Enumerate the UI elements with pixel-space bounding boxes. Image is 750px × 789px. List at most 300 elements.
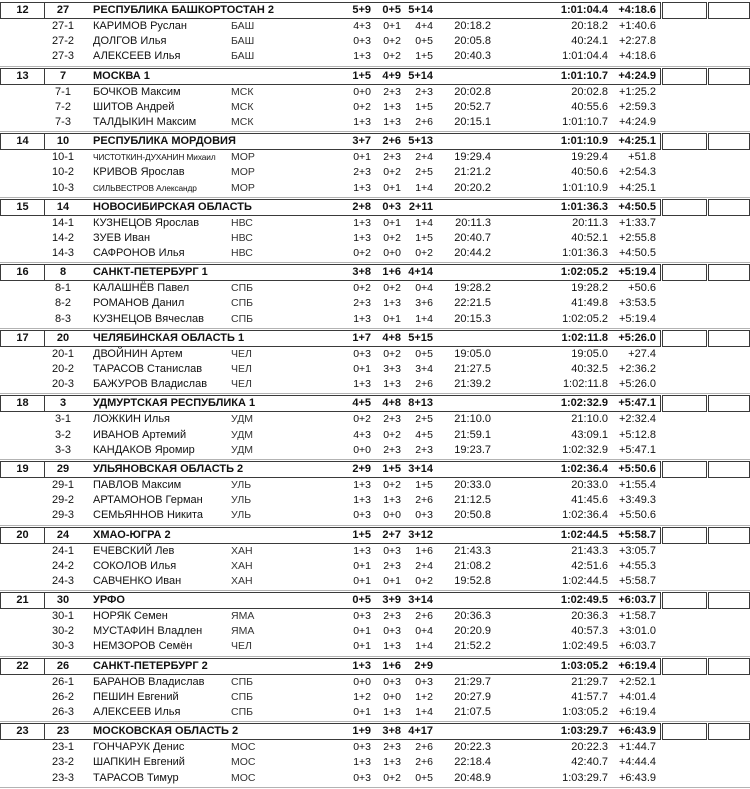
- time-gap: +4:18.6: [618, 50, 656, 63]
- athlete-name: КАЛАШНЁВ Павел: [93, 282, 190, 295]
- team-shooting-leg2: 4+8: [382, 331, 401, 344]
- team-summary-box: [0, 527, 661, 544]
- team-summary-box: [0, 395, 661, 412]
- shooting-leg1: 1+3: [353, 494, 371, 507]
- region-code: ЯМА: [231, 610, 255, 623]
- athlete-bib: 8-3: [55, 312, 71, 325]
- athlete-bib: 23-1: [51, 741, 75, 754]
- team-name: МОСКОВСКАЯ ОБЛАСТЬ 2: [93, 725, 239, 738]
- region-code: СПБ: [231, 675, 254, 688]
- shooting-leg1: 1+3: [353, 216, 371, 229]
- athlete-bib: 23-2: [51, 756, 75, 769]
- team-block: [0, 199, 750, 264]
- shooting-leg2: 0+2: [383, 478, 401, 491]
- team-lap-spacer: [433, 134, 491, 149]
- cumulative-time: 1:02:49.5: [562, 640, 608, 653]
- team-bib: 8: [59, 266, 67, 279]
- shooting-total: 1+4: [415, 706, 433, 718]
- athlete-bib: 14-3: [51, 247, 75, 260]
- athlete-name: ТАРАСОВ Станислав: [93, 363, 203, 375]
- rank-spacer: [1, 428, 45, 443]
- team-shooting-leg1: 1+5: [352, 528, 371, 541]
- team-rank: 19: [1, 462, 45, 477]
- athlete-bib: 14-1: [51, 216, 75, 229]
- team-shooting-leg1: 1+7: [352, 331, 371, 344]
- empty-cell: [708, 133, 750, 150]
- region-code: БАШ: [231, 20, 255, 32]
- shooting-total: 1+5: [415, 478, 433, 491]
- rank-spacer: [1, 609, 45, 624]
- athlete-row: [0, 690, 661, 705]
- cumulative-time: 20:33.0: [571, 478, 608, 491]
- team-lap-spacer: [433, 396, 491, 411]
- rank-spacer: [1, 347, 45, 362]
- shooting-leg2: 1+3: [383, 706, 401, 718]
- team-shooting-total: 2+9: [414, 659, 433, 672]
- lap-time: 20:52.7: [454, 100, 491, 113]
- team-rank: 12: [1, 3, 45, 18]
- cumulative-time: 42:51.6: [571, 559, 608, 572]
- cumulative-time: 21:10.0: [571, 413, 608, 426]
- athlete-name: ПАВЛОВ Максим: [93, 478, 182, 491]
- shooting-total: 2+3: [415, 85, 433, 98]
- time-gap: +4:55.3: [618, 559, 656, 572]
- rank-spacer: [1, 690, 45, 705]
- shooting-leg2: 0+2: [383, 50, 401, 63]
- team-rank: 23: [1, 724, 45, 739]
- athlete-name: ЗУЕВ Иван: [93, 231, 151, 244]
- athlete-bib: 23-3: [51, 771, 75, 784]
- empty-cell: [662, 527, 707, 544]
- region-code: МСК: [231, 100, 254, 113]
- region-code: МОР: [231, 181, 255, 194]
- lap-time: 21:21.2: [454, 166, 491, 179]
- team-total-time: 1:03:29.7: [560, 725, 608, 738]
- lap-time: 21:27.5: [454, 363, 491, 375]
- time-gap: +3:01.0: [618, 625, 656, 638]
- region-code: СПБ: [231, 690, 254, 703]
- shooting-leg2: 1+3: [383, 378, 401, 391]
- shooting-leg2: 1+3: [383, 297, 401, 310]
- shooting-leg1: 0+3: [353, 35, 371, 48]
- athlete-name: ДОЛГОВ Илья: [93, 35, 167, 48]
- team-row: [0, 264, 750, 281]
- team-total-time: 1:01:36.3: [560, 200, 608, 213]
- rank-spacer: [1, 34, 45, 49]
- team-summary-box: [0, 592, 661, 609]
- time-gap: +1:44.7: [618, 741, 656, 754]
- shooting-total: 2+5: [415, 166, 433, 179]
- team-gap: +6:03.7: [618, 594, 656, 607]
- shooting-total: 0+2: [415, 574, 433, 587]
- athlete-row: [0, 216, 661, 231]
- team-gap: +4:24.9: [618, 69, 656, 82]
- rank-spacer: [1, 705, 45, 720]
- shooting-leg1: 1+3: [353, 231, 371, 244]
- lap-time: 20:15.3: [454, 312, 491, 325]
- team-gap: +5:19.4: [618, 266, 656, 279]
- shooting-total: 0+4: [415, 282, 433, 295]
- rank-spacer: [1, 478, 45, 493]
- athlete-name: КРИВОВ Ярослав: [93, 166, 185, 179]
- lap-time: 21:29.7: [454, 675, 491, 688]
- shooting-leg2: 0+2: [383, 35, 401, 48]
- shooting-leg2: 0+2: [383, 166, 401, 179]
- shooting-leg1: 4+3: [353, 428, 371, 441]
- athlete-bib: 29-3: [51, 509, 75, 522]
- region-code: НВС: [231, 216, 253, 229]
- cumulative-time: 21:43.3: [571, 544, 608, 557]
- region-code: ЧЕЛ: [231, 347, 252, 360]
- empty-cell: [708, 264, 750, 281]
- cumulative-time: 1:02:32.9: [562, 443, 608, 456]
- team-rank: 14: [1, 134, 45, 149]
- athlete-bib: 14-2: [51, 231, 75, 244]
- team-rank: 17: [1, 331, 45, 346]
- time-gap: +1:40.6: [618, 20, 656, 32]
- cumulative-time: 42:40.7: [571, 756, 608, 769]
- shooting-leg1: 1+3: [353, 756, 371, 769]
- cumulative-time: 40:24.1: [571, 35, 608, 48]
- time-gap: +50.6: [628, 282, 656, 295]
- team-shooting-leg1: 1+3: [352, 659, 371, 672]
- athlete-row: [0, 115, 661, 130]
- team-gap: +5:50.6: [618, 462, 656, 475]
- athlete-name: САФРОНОВ Илья: [93, 247, 185, 260]
- empty-cell: [708, 199, 750, 216]
- team-shooting-leg2: 4+8: [382, 397, 401, 410]
- empty-cell: [662, 199, 707, 216]
- region-code: УДМ: [231, 443, 254, 456]
- team-name: МОСКВА 1: [93, 69, 150, 82]
- team-row: [0, 723, 750, 740]
- shooting-total: 2+6: [415, 378, 433, 391]
- athlete-row: [0, 624, 661, 639]
- athlete-name: ТАЛДЫКИН Максим: [93, 115, 197, 128]
- team-name: УЛЬЯНОВСКАЯ ОБЛАСТЬ 2: [93, 462, 244, 475]
- lap-time: 20:48.9: [454, 771, 491, 784]
- rank-spacer: [1, 574, 45, 589]
- team-shooting-total: 2+11: [408, 200, 433, 213]
- empty-cell: [708, 527, 750, 544]
- team-row: [0, 395, 750, 412]
- shooting-total: 3+6: [415, 297, 433, 310]
- athlete-row: [0, 362, 661, 377]
- team-rank: 22: [1, 659, 45, 674]
- athlete-row: [0, 85, 661, 100]
- shooting-leg2: 0+2: [383, 428, 401, 441]
- region-code: ХАН: [231, 544, 253, 557]
- region-code: ЯМА: [231, 625, 255, 638]
- team-lap-spacer: [433, 200, 491, 215]
- athlete-bib: 30-1: [51, 610, 75, 623]
- team-rank: 20: [1, 528, 45, 543]
- team-bib: 26: [56, 659, 70, 672]
- team-rank: 15: [1, 200, 45, 215]
- cumulative-time: 20:36.3: [571, 610, 608, 623]
- lap-time: 20:20.2: [454, 181, 491, 194]
- region-code: УЛЬ: [231, 509, 252, 522]
- shooting-total: 2+5: [415, 413, 433, 426]
- athlete-name: РОМАНОВ Данил: [93, 297, 185, 310]
- team-gap: +5:26.0: [618, 331, 656, 344]
- team-shooting-total: 5+14: [408, 69, 433, 82]
- region-code: МОС: [231, 741, 256, 754]
- shooting-leg1: 0+2: [353, 413, 371, 426]
- shooting-total: 1+2: [415, 690, 433, 703]
- team-name: УРФО: [93, 594, 125, 607]
- empty-cell: [662, 68, 707, 85]
- athlete-row: [0, 559, 661, 574]
- time-gap: +2:27.8: [618, 35, 656, 48]
- team-lap-spacer: [433, 528, 491, 543]
- team-lap-spacer: [433, 724, 491, 739]
- region-code: ЧЕЛ: [231, 363, 252, 375]
- time-gap: +5:19.4: [618, 312, 656, 325]
- shooting-leg1: 1+3: [353, 181, 371, 194]
- athlete-row: [0, 165, 661, 180]
- athlete-bib: 20-3: [51, 378, 75, 391]
- team-gap: +4:25.1: [618, 135, 656, 148]
- rank-spacer: [1, 412, 45, 427]
- team-shooting-leg1: 4+5: [352, 397, 371, 410]
- team-block: [0, 330, 750, 395]
- shooting-leg1: 0+0: [353, 675, 371, 688]
- team-block: [0, 723, 750, 788]
- team-name: УДМУРТСКАЯ РЕСПУБЛИКА 1: [93, 397, 256, 410]
- team-block: [0, 592, 750, 657]
- athlete-row: [0, 639, 661, 654]
- shooting-leg2: 1+3: [383, 756, 401, 769]
- cumulative-time: 40:57.3: [571, 625, 608, 638]
- region-code: МСК: [231, 115, 254, 128]
- athlete-bib: 10-3: [51, 181, 75, 194]
- shooting-total: 2+6: [415, 610, 433, 623]
- shooting-total: 4+5: [415, 428, 433, 441]
- lap-time: 20:36.3: [454, 610, 491, 623]
- team-gap: +5:58.7: [618, 528, 656, 541]
- lap-time: 22:21.5: [454, 297, 491, 310]
- shooting-total: 0+4: [415, 625, 433, 638]
- shooting-leg2: 0+2: [383, 347, 401, 360]
- athlete-name: ТАРАСОВ Тимур: [93, 771, 179, 784]
- team-bib: 24: [56, 528, 70, 541]
- shooting-leg2: 2+3: [383, 85, 401, 98]
- shooting-leg2: 0+0: [383, 509, 401, 522]
- team-shooting-leg2: 3+8: [382, 725, 401, 738]
- team-summary-box: [0, 68, 661, 85]
- shooting-total: 0+5: [415, 771, 433, 784]
- region-code: УДМ: [231, 428, 254, 441]
- team-summary-box: [0, 2, 661, 19]
- time-gap: +4:44.4: [618, 756, 656, 769]
- shooting-leg1: 4+3: [353, 20, 371, 32]
- lap-time: 19:52.8: [454, 574, 491, 587]
- empty-cell: [662, 461, 707, 478]
- rank-spacer: [1, 493, 45, 508]
- rank-spacer: [1, 508, 45, 523]
- athlete-name: БАРАНОВ Владислав: [93, 675, 205, 688]
- rank-spacer: [1, 281, 45, 296]
- rank-spacer: [1, 377, 45, 392]
- rank-spacer: [1, 755, 45, 770]
- athlete-row: [0, 755, 661, 770]
- empty-cell: [662, 133, 707, 150]
- empty-cell: [708, 395, 750, 412]
- team-rank: 21: [1, 593, 45, 608]
- lap-time: 20:44.2: [454, 247, 491, 260]
- team-shooting-leg2: 1+5: [382, 462, 401, 475]
- rank-spacer: [1, 312, 45, 327]
- athlete-bib: 10-1: [51, 151, 75, 164]
- team-bib: 10: [56, 135, 70, 148]
- athlete-name: ИВАНОВ Артемий: [93, 428, 187, 441]
- time-gap: +27.4: [628, 347, 656, 360]
- rank-spacer: [1, 115, 45, 130]
- team-shooting-leg1: 2+8: [352, 200, 371, 213]
- shooting-leg2: 1+3: [383, 100, 401, 113]
- team-total-time: 1:02:05.2: [560, 266, 608, 279]
- team-name: РЕСПУБЛИКА БАШКОРТОСТАН 2: [93, 4, 275, 16]
- athlete-row: [0, 231, 661, 246]
- team-name: НОВОСИБИРСКАЯ ОБЛАСТЬ: [93, 200, 252, 213]
- shooting-total: 2+6: [415, 115, 433, 128]
- region-code: МОР: [231, 151, 255, 164]
- time-gap: +5:12.8: [618, 428, 656, 441]
- shooting-total: 0+5: [415, 347, 433, 360]
- team-lap-spacer: [433, 593, 491, 608]
- shooting-leg1: 1+2: [353, 690, 371, 703]
- rank-spacer: [1, 559, 45, 574]
- cumulative-time: 1:02:05.2: [562, 312, 608, 325]
- rank-spacer: [1, 443, 45, 458]
- region-code: ЧЕЛ: [231, 378, 252, 391]
- athlete-bib: 27-1: [51, 20, 75, 32]
- team-name: САНКТ-ПЕТЕРБУРГ 2: [93, 659, 208, 672]
- team-total-time: 1:03:05.2: [560, 659, 608, 672]
- team-gap: +4:18.6: [618, 4, 656, 16]
- team-name: РЕСПУБЛИКА МОРДОВИЯ: [93, 135, 236, 148]
- shooting-leg1: 0+1: [353, 363, 371, 375]
- athlete-name: СОКОЛОВ Илья: [93, 559, 177, 572]
- lap-time: 20:40.3: [454, 50, 491, 63]
- shooting-leg2: 0+1: [383, 574, 401, 587]
- team-gap: +6:43.9: [618, 725, 656, 738]
- region-code: НВС: [231, 231, 253, 244]
- team-lap-spacer: [433, 69, 491, 84]
- empty-cell: [708, 723, 750, 740]
- team-bib: 7: [59, 69, 67, 82]
- region-code: УЛЬ: [231, 478, 252, 491]
- shooting-leg1: 0+1: [353, 574, 371, 587]
- time-gap: +4:50.5: [618, 247, 656, 260]
- team-bib: 30: [56, 594, 70, 607]
- athlete-name: БАЖУРОВ Владислав: [93, 378, 208, 391]
- region-code: ХАН: [231, 574, 253, 587]
- athlete-row: [0, 150, 661, 165]
- athlete-bib: 30-3: [51, 640, 75, 653]
- team-row: [0, 199, 750, 216]
- shooting-leg1: 0+2: [353, 282, 371, 295]
- team-bib: 14: [56, 200, 70, 213]
- team-shooting-leg2: 0+3: [382, 200, 401, 213]
- team-summary-box: [0, 723, 661, 740]
- athlete-name: КУЗНЕЦОВ Вячеслав: [93, 312, 204, 325]
- shooting-leg1: 1+3: [353, 478, 371, 491]
- athlete-name: МУСТАФИН Владлен: [93, 625, 203, 638]
- shooting-leg1: 2+3: [353, 297, 371, 310]
- athlete-bib: 24-2: [51, 559, 75, 572]
- athlete-bib: 3-3: [55, 443, 71, 456]
- shooting-leg2: 0+2: [383, 771, 401, 784]
- cumulative-time: 19:05.0: [571, 347, 608, 360]
- time-gap: +5:58.7: [618, 574, 656, 587]
- team-total-time: 1:02:36.4: [560, 462, 608, 475]
- shooting-leg2: 0+2: [383, 282, 401, 295]
- team-block: [0, 133, 750, 198]
- time-gap: +5:26.0: [618, 378, 656, 391]
- lap-time: 20:40.7: [454, 231, 491, 244]
- shooting-total: 2+6: [415, 756, 433, 769]
- lap-time: 20:05.8: [454, 35, 491, 48]
- shooting-total: 2+6: [415, 494, 433, 507]
- team-shooting-total: 5+14: [408, 4, 433, 16]
- lap-time: 19:23.7: [454, 443, 491, 456]
- shooting-leg1: 1+3: [353, 50, 371, 63]
- time-gap: +2:32.4: [618, 413, 656, 426]
- team-block: [0, 658, 750, 723]
- team-shooting-leg1: 5+9: [352, 4, 371, 16]
- team-block: [0, 68, 750, 133]
- time-gap: +3:05.7: [618, 544, 656, 557]
- empty-cell: [708, 658, 750, 675]
- region-code: МОР: [231, 166, 255, 179]
- team-rank: 18: [1, 396, 45, 411]
- athlete-bib: 29-1: [51, 478, 75, 491]
- time-gap: +1:25.2: [618, 85, 656, 98]
- cumulative-time: 1:01:10.7: [562, 115, 608, 128]
- cumulative-time: 1:01:36.3: [562, 247, 608, 260]
- shooting-total: 1+4: [415, 181, 433, 194]
- time-gap: +3:49.3: [618, 494, 656, 507]
- rank-spacer: [1, 246, 45, 261]
- cumulative-time: 1:01:10.9: [562, 181, 608, 194]
- region-code: МОС: [231, 756, 256, 769]
- shooting-leg1: 0+1: [353, 151, 371, 164]
- time-gap: +3:53.5: [618, 297, 656, 310]
- athlete-name: САВЧЕНКО Иван: [93, 574, 182, 587]
- shooting-total: 2+3: [415, 443, 433, 456]
- athlete-name: ЕЧЕВСКИЙ Лев: [93, 544, 175, 557]
- lap-time: 20:20.9: [454, 625, 491, 638]
- team-shooting-leg2: 0+5: [382, 4, 401, 16]
- region-code: БАШ: [231, 35, 255, 48]
- team-name: ХМАО-ЮГРА 2: [93, 528, 171, 541]
- athlete-bib: 26-3: [51, 706, 75, 718]
- team-shooting-leg2: 3+9: [382, 594, 401, 607]
- shooting-leg2: 1+3: [383, 494, 401, 507]
- lap-time: 21:52.2: [454, 640, 491, 653]
- team-name: ЧЕЛЯБИНСКАЯ ОБЛАСТЬ 1: [93, 331, 245, 344]
- empty-cell: [708, 592, 750, 609]
- shooting-leg2: 0+3: [383, 544, 401, 557]
- athlete-name: НОРЯК Семен: [93, 610, 168, 623]
- athlete-row: [0, 609, 661, 624]
- athlete-bib: 7-1: [55, 85, 71, 98]
- team-lap-spacer: [433, 331, 491, 346]
- athlete-bib: 26-1: [51, 675, 75, 688]
- shooting-total: 1+4: [415, 216, 433, 229]
